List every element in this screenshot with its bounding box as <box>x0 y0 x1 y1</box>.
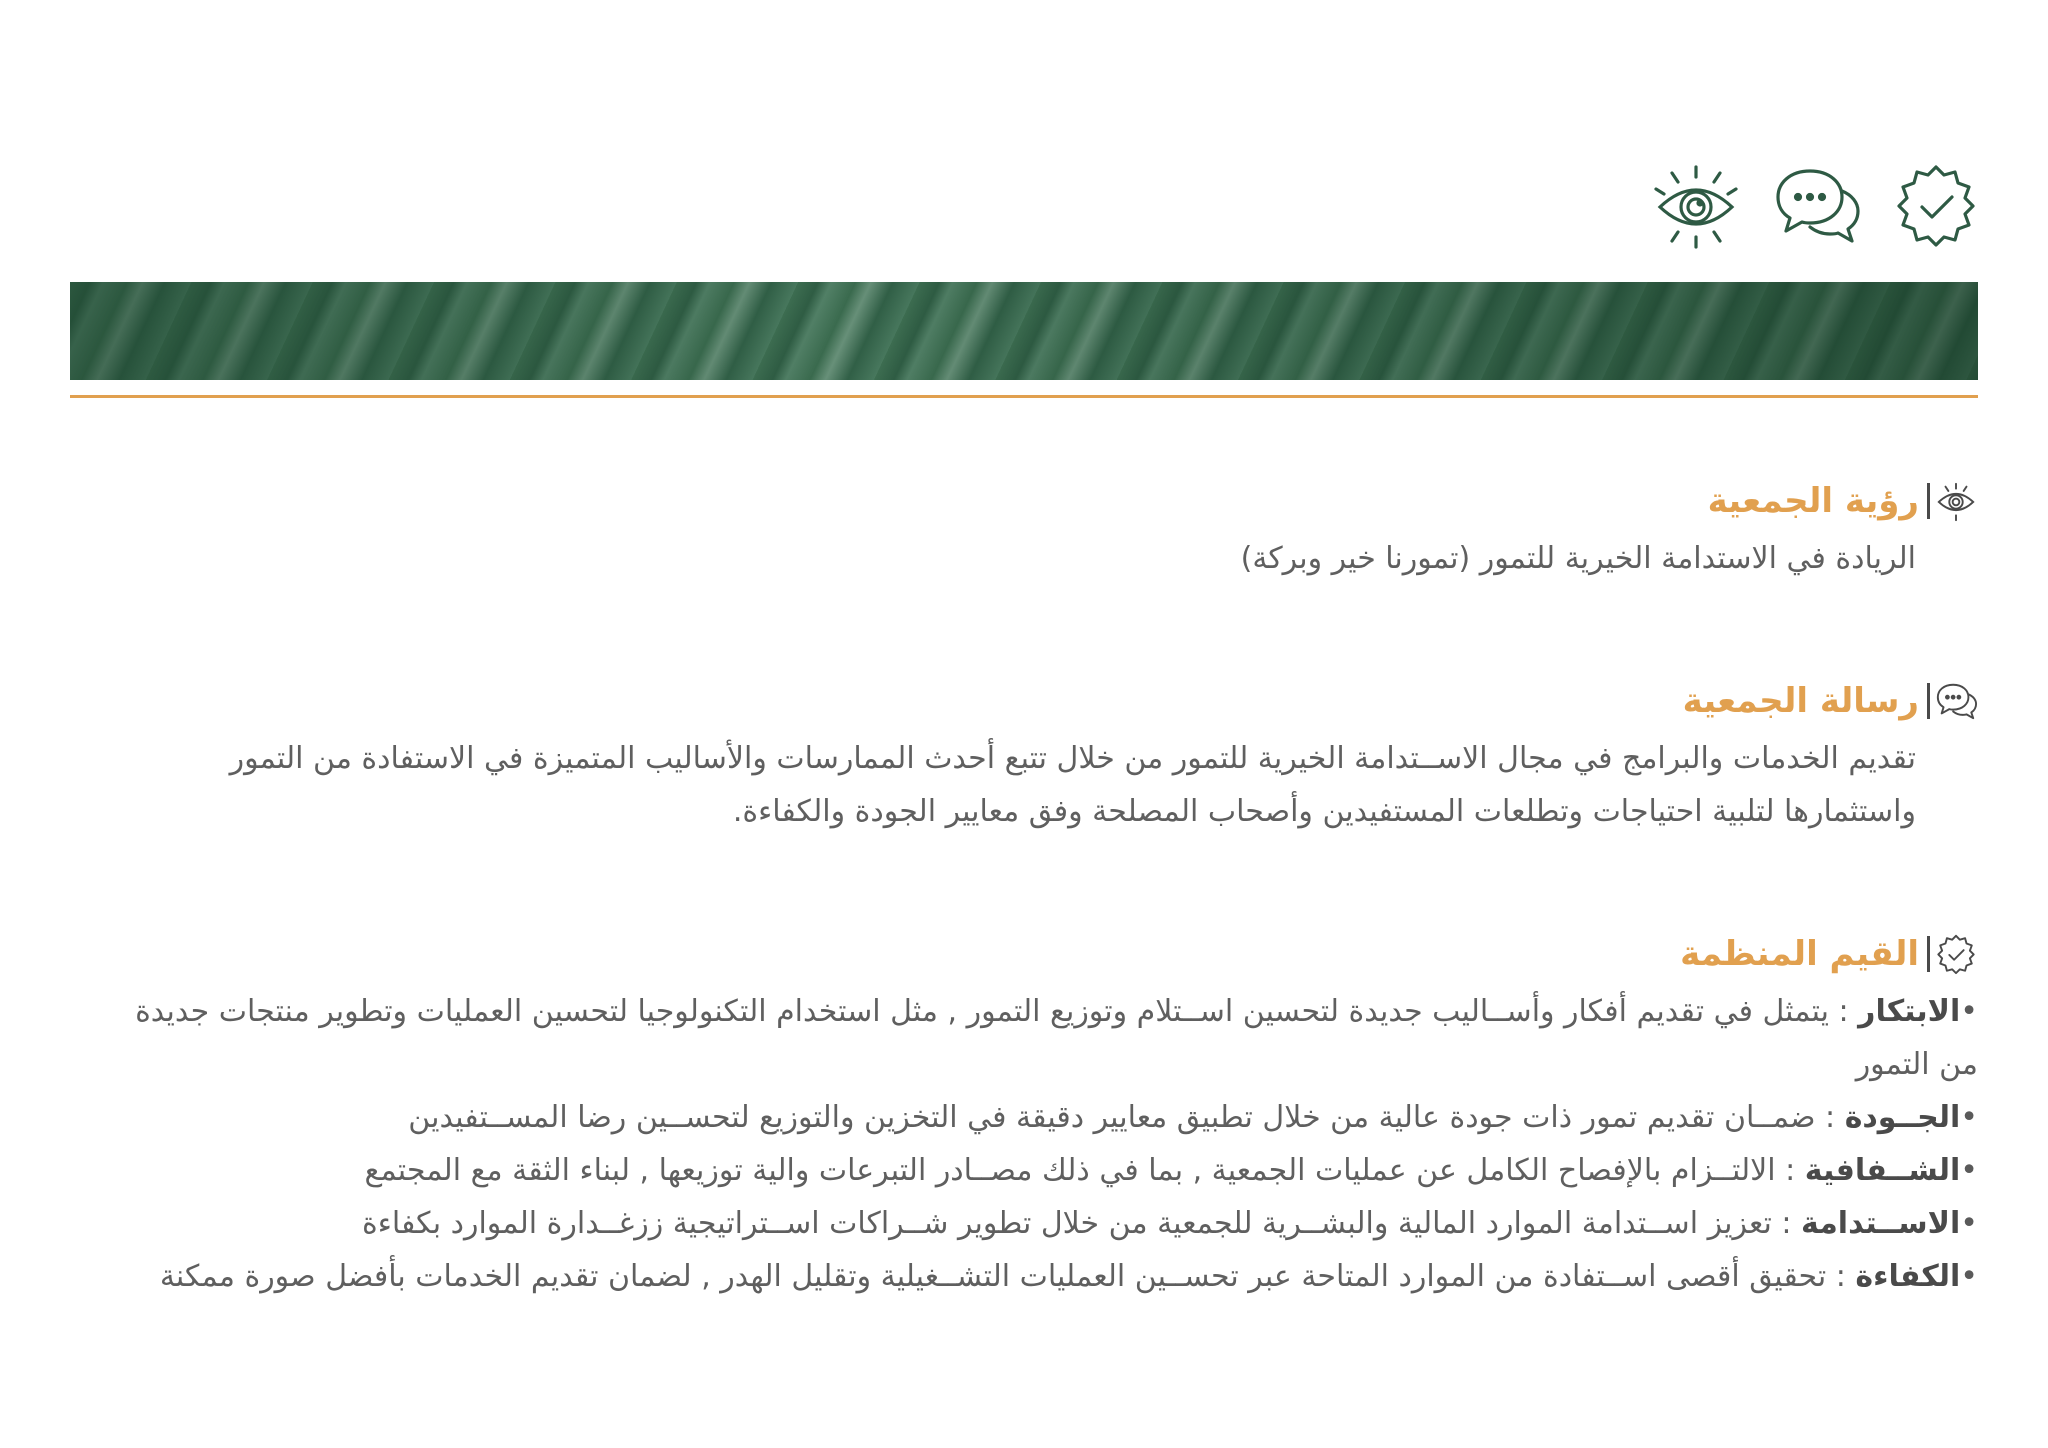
values-title: القيم المنظمة <box>1680 934 1919 974</box>
value-term: الشــفافية <box>1804 1153 1961 1188</box>
values-heading <box>120 923 1978 985</box>
value-term: الابتكار <box>1858 994 1961 1029</box>
value-text: : الالتــزام بالإفصاح الكامل عن عمليات الجمعية , بما في ذلك مصــادر التبرعات والية توزيعها , لبناء الثقة مع المجتمع <box>364 1153 1805 1188</box>
value-item: •الابتكار : يتمثل في تقديم أفكار وأســاليب جديدة لتحسين اســتلام وتوزيع التمور , مثل استخدام التكنولوجيا لتحسين العمليات وتطوير منتجات جديدة من التمور <box>135 994 1978 1082</box>
divider <box>1927 936 1930 972</box>
content <box>120 470 1978 1361</box>
value-term: الجــودة <box>1844 1100 1961 1135</box>
badge-check-icon <box>1890 159 1982 251</box>
banner-underline <box>70 395 1978 398</box>
vision-text: الريادة في الاستدامة الخيرية للتمور (تمورنا خير وبركة) <box>1240 541 1916 576</box>
mission-title: رسالة الجمعية <box>1682 681 1919 721</box>
palm-leaf-banner <box>70 282 1978 380</box>
header-icons <box>1650 150 1970 260</box>
mission-section <box>120 670 1978 838</box>
value-item: •الاســتدامة : تعزيز اســتدامة الموارد المالية والبشــرية للجمعية من خلال تطوير شــراكات اســتراتيجية ززغــدارة الموارد بكفاءة <box>362 1206 1978 1241</box>
value-text: : تحقيق أقصى اســتفادة من الموارد المتاحة عبر تحســين العمليات التشــغيلية وتقليل الهدر , لضمان تقديم الخدمات بأفضل صورة ممكنة <box>159 1259 1856 1294</box>
vision-title: رؤية الجمعية <box>1707 481 1919 521</box>
value-term: الاســتدامة <box>1801 1206 1961 1241</box>
values-list <box>120 985 1978 1303</box>
chat-bubbles-icon <box>1934 679 1978 723</box>
banner-shade <box>70 282 1978 380</box>
mission-text: تقديم الخدمات والبرامج في مجال الاســتدامة الخيرية للتمور من خلال تتبع أحدث الممارسات والأساليب المتميزة في الاستفادة من التمور واستثمارها لتلبية احتياجات وتطلعات المستفيدين وأصحاب المصلحة وفق معايير الجودة والكفاءة. <box>229 741 1916 829</box>
value-item: •الجــودة : ضمــان تقديم تمور ذات جودة عالية من خلال تطبيق معايير دقيقة في التخزين والتوزيع لتحســين رضا المســتفيدين <box>408 1100 1978 1135</box>
value-item: •الكفاءة : تحقيق أقصى اســتفادة من الموارد المتاحة عبر تحســين العمليات التشــغيلية وتقليل الهدر , لضمان تقديم الخدمات بأفضل صورة ممكنة <box>159 1259 1978 1294</box>
vision-section <box>120 470 1978 585</box>
divider <box>1927 683 1930 719</box>
value-item: •الشــفافية : الالتــزام بالإفصاح الكامل عن عمليات الجمعية , بما في ذلك مصــادر التبرعات والية توزيعها , لبناء الثقة مع المجتمع <box>364 1153 1978 1188</box>
vision-heading <box>120 470 1978 532</box>
mission-heading <box>120 670 1978 732</box>
value-term: الكفاءة <box>1855 1259 1961 1294</box>
eye-icon <box>1934 479 1978 523</box>
divider <box>1927 483 1930 519</box>
chat-bubbles-icon <box>1770 159 1862 251</box>
eye-icon <box>1650 159 1742 251</box>
value-text: : يتمثل في تقديم أفكار وأســاليب جديدة لتحسين اســتلام وتوزيع التمور , مثل استخدام التكنولوجيا لتحسين العمليات وتطوير منتجات جديدة من التمور <box>135 994 1978 1082</box>
values-section <box>120 923 1978 1303</box>
value-text: : تعزيز اســتدامة الموارد المالية والبشــرية للجمعية من خلال تطوير شــراكات اســتراتيجية ززغــدارة الموارد بكفاءة <box>362 1206 1802 1241</box>
value-text: : ضمــان تقديم تمور ذات جودة عالية من خلال تطبيق معايير دقيقة في التخزين والتوزيع لتحســين رضا المســتفيدين <box>408 1100 1845 1135</box>
badge-check-icon <box>1934 932 1978 976</box>
